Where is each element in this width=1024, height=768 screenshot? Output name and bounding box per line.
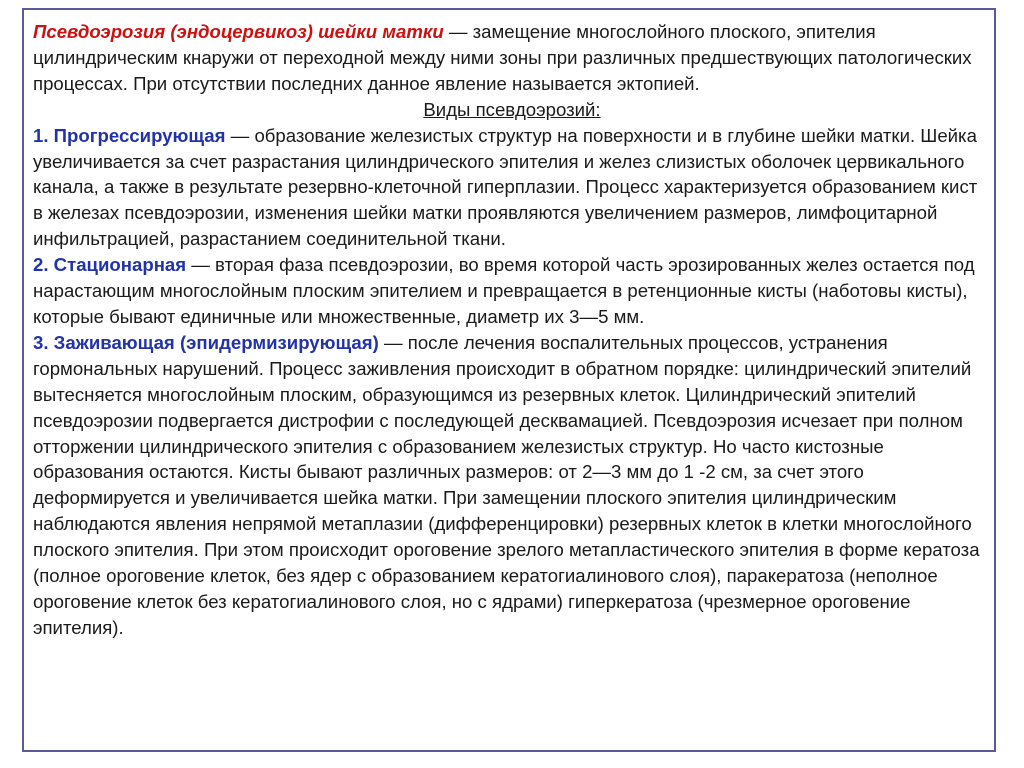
item-progressive-text: — образование железистых структур на поверхности и в глубине шейки матки. Шейка увеличивается за счет разрастания цилиндрического эпителия и желез слизистых оболочек цервикального канала, а также в результате резервно-клеточной гиперплазии. Процесс характеризуется образованием кист в железах псевдоэрозии, изменения шейки матки проявляются увеличением размеров, лимфоцитарной инфильтрацией, разрастанием соединительной ткани. [33,124,978,250]
section-heading: Виды псевдоэрозий: [423,98,601,120]
item-stationary-title: 2. Стационарная [33,254,187,276]
intro-paragraph [33,19,991,97]
slide-content [33,19,991,641]
slide-frame [22,8,996,752]
item-healing [33,330,991,641]
item-stationary [33,252,991,330]
intro-term: Псевдоэрозия (эндоцервикоз) шейки матки [33,21,444,42]
item-progressive [33,123,991,253]
item-stationary-text: — вторая фаза псевдоэрозии, во время которой часть эрозированных желез остается под нарастающим многослойным плоским эпителием и превращается в ретенционные кисты (наботовы кисты), которые бывают единичные или множественные, диаметр их 3—5 мм. [33,254,975,327]
item-healing-title: 3. Заживающая (эпидермизирующая) [33,331,379,353]
item-progressive-title: 1. Прогрессирующая [33,124,226,146]
item-healing-text: — после лечения воспалительных процессов, устранения гормональных нарушений. Процесс заживления происходит в обратном порядке: цилиндрический эпителий вытесняется многослойным плоским, образующимся из резервных клеток. Цилиндрический эпителий псевдоэрозии подвергается дистрофии с последующей десквамацией. Псевдоэрозия исчезает при полном отторжении цилиндрического эпителия с образованием железистых структур. Но часто кистозные образования остаются. Кисты бывают различных размеров: от 2—3 мм до 1 -2 см, за счет этого деформируется и увеличивается шейка матки. При замещении плоского эпителия цилиндрическим наблюдаются явления непрямой метаплазии (дифференцировки) резервных клеток в клетки многослойного плоского эпителия. При этом происходит ороговение зрелого метапластического эпителия в форме кератоза (полное ороговение клеток, без ядер с образованием кератогиалинового слоя), паракератоза (неполное ороговение клеток без кератогиалинового слоя, но с ядрами) гиперкератоза (чрезмерное ороговение эпителия). [33,331,980,638]
intro-text: — замещение многослойного плоского, эпителия цилиндрическим кнаружи от переходной между ними зоны при различных предшествующих патологических процессах. При отсутствии последних данное явление называется эктопией. [33,21,972,94]
